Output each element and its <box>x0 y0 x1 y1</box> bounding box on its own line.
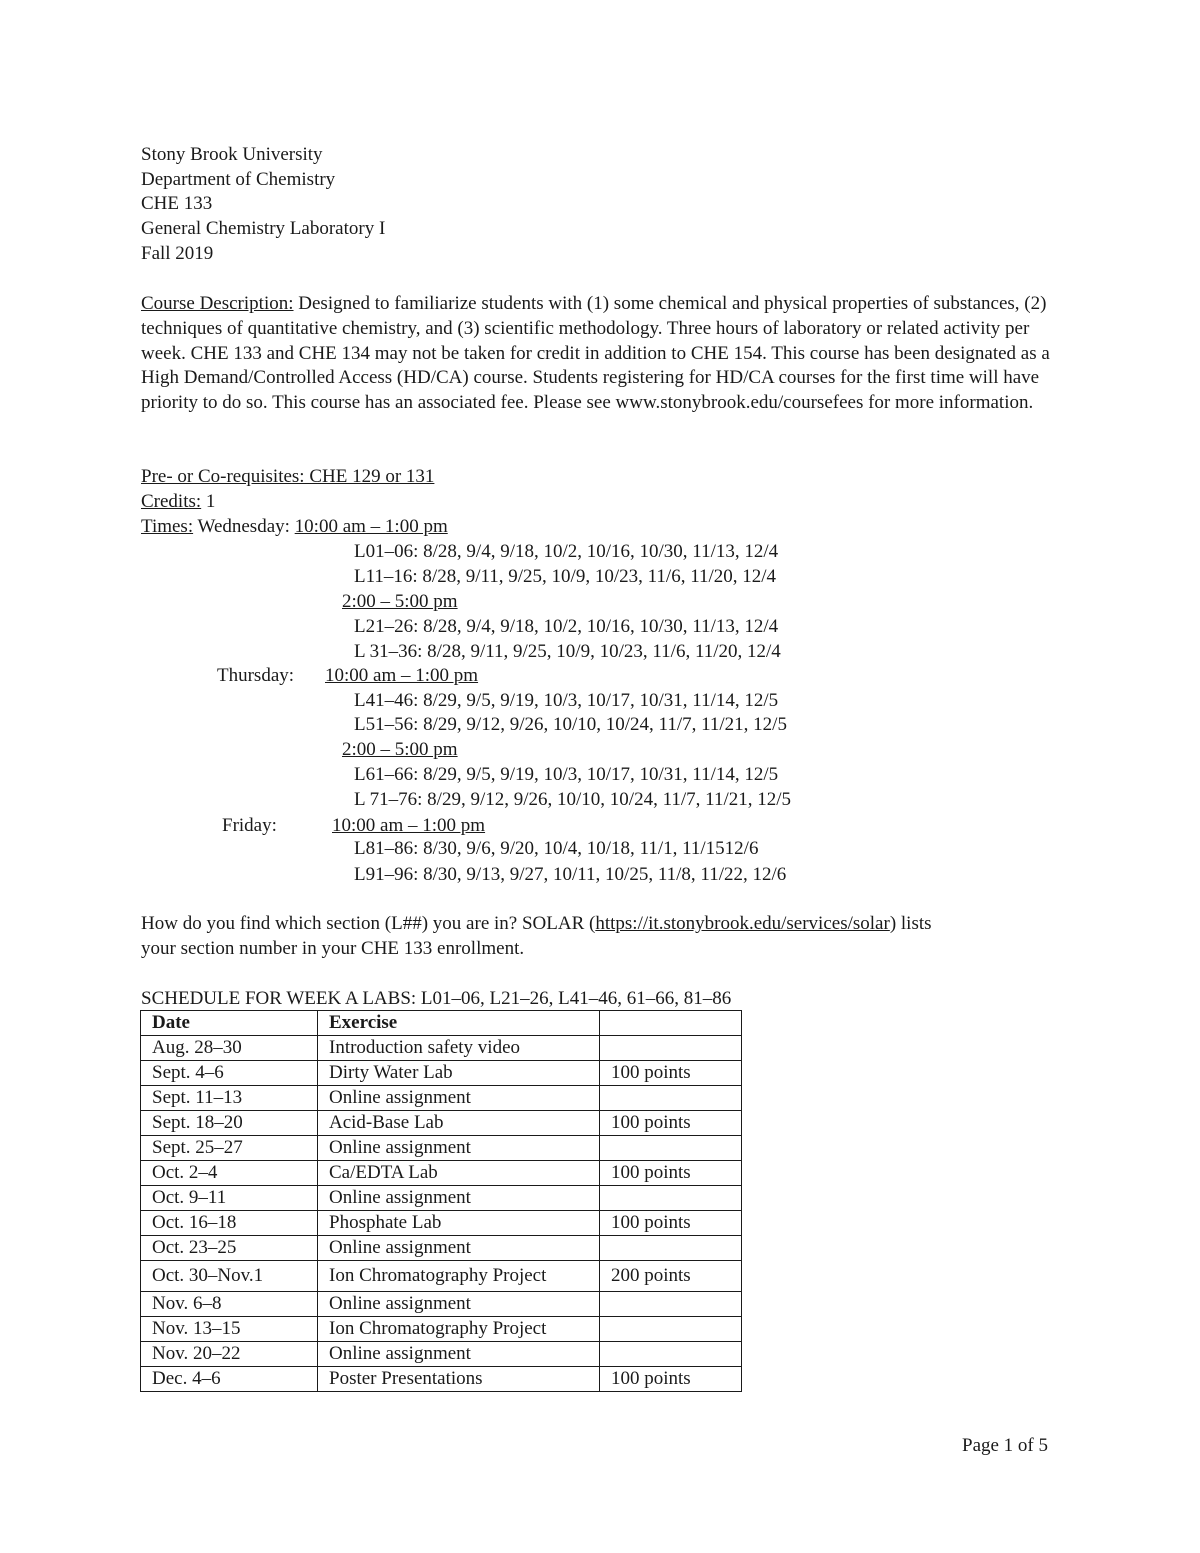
points-cell: 100 points <box>600 1161 742 1186</box>
section-help-line <box>141 912 932 936</box>
date-cell: Sept. 11–13 <box>141 1086 318 1111</box>
points-cell <box>600 1236 742 1261</box>
date-cell: Nov. 6–8 <box>141 1292 318 1317</box>
section-dates: L41–46: 8/29, 9/5, 9/19, 10/3, 10/17, 10/31, 11/14, 12/5 <box>354 690 779 711</box>
section-help-line2: your section number in your CHE 133 enrollment. <box>141 938 525 959</box>
exercise-cell: Online assignment <box>318 1136 600 1161</box>
exercise-cell: Online assignment <box>318 1186 600 1211</box>
course-description-text: Designed to familiarize students with (1) some chemical and physical properties of substances, (2) techniques of quantitative chemistry, and (3) scientific methodology. Three hours of laboratory or related activity per week. CHE 133 and CHE 134 may not be taken for credit in addition to CHE 154. This course has been designated as a High Demand/Controlled Access (HD/CA) course. Students registering for HD/CA courses for the first time will have priority to do so. This course has an associated fee. Please see www.stonybrook.edu/coursefees for more information. <box>141 293 1050 414</box>
table-row <box>141 1367 742 1392</box>
section-dates: L 71–76: 8/29, 9/12, 9/26, 10/10, 10/24, 11/7, 11/21, 12/5 <box>354 789 791 810</box>
credits-label: Credits: <box>141 491 202 512</box>
section-help-suffix: ) lists <box>889 913 932 934</box>
date-cell: Oct. 2–4 <box>141 1161 318 1186</box>
exercise-cell: Ion Chromatography Project <box>318 1317 600 1342</box>
prerequisites: Pre- or Co-requisites: CHE 129 or 131 <box>141 466 435 487</box>
department-name: Department of Chemistry <box>141 169 336 190</box>
exercise-cell: Online assignment <box>318 1086 600 1111</box>
thursday-label: Thursday: <box>217 665 295 686</box>
section-dates: L51–56: 8/29, 9/12, 9/26, 10/10, 10/24, 11/7, 11/21, 12/5 <box>354 714 787 735</box>
exercise-cell: Online assignment <box>318 1342 600 1367</box>
wednesday-afternoon-time: 2:00 – 5:00 pm <box>342 591 458 612</box>
course-description-label: Course Description: <box>141 293 294 314</box>
times-wednesday-line <box>141 515 448 539</box>
exercise-cell: Online assignment <box>318 1292 600 1317</box>
course-title: General Chemistry Laboratory I <box>141 218 386 239</box>
points-cell <box>600 1317 742 1342</box>
points-cell <box>600 1186 742 1211</box>
points-cell: 100 points <box>600 1367 742 1392</box>
table-row <box>141 1136 742 1161</box>
credits <box>141 490 215 514</box>
schedule-title: SCHEDULE FOR WEEK A LABS: L01–06, L21–26, L41–46, 61–66, 81–86 <box>141 988 732 1009</box>
table-header-row <box>141 1011 742 1036</box>
section-help-text: How do you find which section (L##) you are in? SOLAR ( <box>141 913 596 934</box>
points-cell: 200 points <box>600 1261 742 1292</box>
table-row <box>141 1061 742 1086</box>
exercise-cell: Ion Chromatography Project <box>318 1261 600 1292</box>
table-row <box>141 1236 742 1261</box>
exercise-cell: Introduction safety video <box>318 1036 600 1061</box>
table-row <box>141 1186 742 1211</box>
table-row <box>141 1292 742 1317</box>
date-cell: Oct. 9–11 <box>141 1186 318 1211</box>
table-row <box>141 1036 742 1061</box>
date-cell: Sept. 25–27 <box>141 1136 318 1161</box>
exercise-cell: Ca/EDTA Lab <box>318 1161 600 1186</box>
course-code: CHE 133 <box>141 193 213 214</box>
section-dates: L11–16: 8/28, 9/11, 9/25, 10/9, 10/23, 11/6, 11/20, 12/4 <box>354 566 777 587</box>
column-header <box>600 1011 742 1036</box>
table-row <box>141 1317 742 1342</box>
date-cell: Sept. 4–6 <box>141 1061 318 1086</box>
page-number: Page 1 of 5 <box>962 1435 1049 1456</box>
section-dates: L61–66: 8/29, 9/5, 9/19, 10/3, 10/17, 10/31, 11/14, 12/5 <box>354 764 779 785</box>
section-dates: L 31–36: 8/28, 9/11, 9/25, 10/9, 10/23, 11/6, 11/20, 12/4 <box>354 641 781 662</box>
points-cell <box>600 1036 742 1061</box>
table-row <box>141 1161 742 1186</box>
date-cell: Dec. 4–6 <box>141 1367 318 1392</box>
friday-label: Friday: <box>222 815 277 836</box>
exercise-cell: Acid-Base Lab <box>318 1111 600 1136</box>
date-cell: Oct. 23–25 <box>141 1236 318 1261</box>
date-cell: Nov. 13–15 <box>141 1317 318 1342</box>
thursday-afternoon-time: 2:00 – 5:00 pm <box>342 739 458 760</box>
table-row <box>141 1111 742 1136</box>
section-dates: L21–26: 8/28, 9/4, 9/18, 10/2, 10/16, 10/30, 11/13, 12/4 <box>354 616 779 637</box>
exercise-cell: Dirty Water Lab <box>318 1061 600 1086</box>
points-cell <box>600 1342 742 1367</box>
section-dates: L91–96: 8/30, 9/13, 9/27, 10/11, 10/25, 11/8, 11/22, 12/6 <box>354 864 787 885</box>
points-cell: 100 points <box>600 1061 742 1086</box>
credits-value: 1 <box>201 491 216 512</box>
points-cell: 100 points <box>600 1211 742 1236</box>
date-cell: Nov. 20–22 <box>141 1342 318 1367</box>
times-label: Times: <box>141 516 194 537</box>
column-header: Exercise <box>318 1011 600 1036</box>
exercise-cell: Online assignment <box>318 1236 600 1261</box>
date-cell: Oct. 30–Nov.1 <box>141 1261 318 1292</box>
table-row <box>141 1211 742 1236</box>
section-dates: L01–06: 8/28, 9/4, 9/18, 10/2, 10/16, 10/30, 11/13, 12/4 <box>354 541 779 562</box>
university-name: Stony Brook University <box>141 144 323 165</box>
table-row <box>141 1261 742 1292</box>
points-cell <box>600 1136 742 1161</box>
course-description <box>141 292 1061 416</box>
table-row <box>141 1086 742 1111</box>
exercise-cell: Poster Presentations <box>318 1367 600 1392</box>
date-cell: Sept. 18–20 <box>141 1111 318 1136</box>
table-row <box>141 1342 742 1367</box>
points-cell <box>600 1292 742 1317</box>
schedule-table <box>140 1010 742 1392</box>
points-cell: 100 points <box>600 1111 742 1136</box>
date-cell: Aug. 28–30 <box>141 1036 318 1061</box>
exercise-cell: Phosphate Lab <box>318 1211 600 1236</box>
points-cell <box>600 1086 742 1111</box>
wednesday-morning-time: 10:00 am – 1:00 pm <box>294 516 448 537</box>
section-dates: L81–86: 8/30, 9/6, 9/20, 10/4, 10/18, 11/1, 11/1512/6 <box>354 838 759 859</box>
column-header: Date <box>141 1011 318 1036</box>
solar-link[interactable]: https://it.stonybrook.edu/services/solar <box>595 913 890 934</box>
term: Fall 2019 <box>141 243 214 264</box>
friday-morning-time: 10:00 am – 1:00 pm <box>332 815 486 836</box>
wednesday-label: Wednesday: <box>197 516 290 537</box>
thursday-morning-time: 10:00 am – 1:00 pm <box>325 665 479 686</box>
date-cell: Oct. 16–18 <box>141 1211 318 1236</box>
